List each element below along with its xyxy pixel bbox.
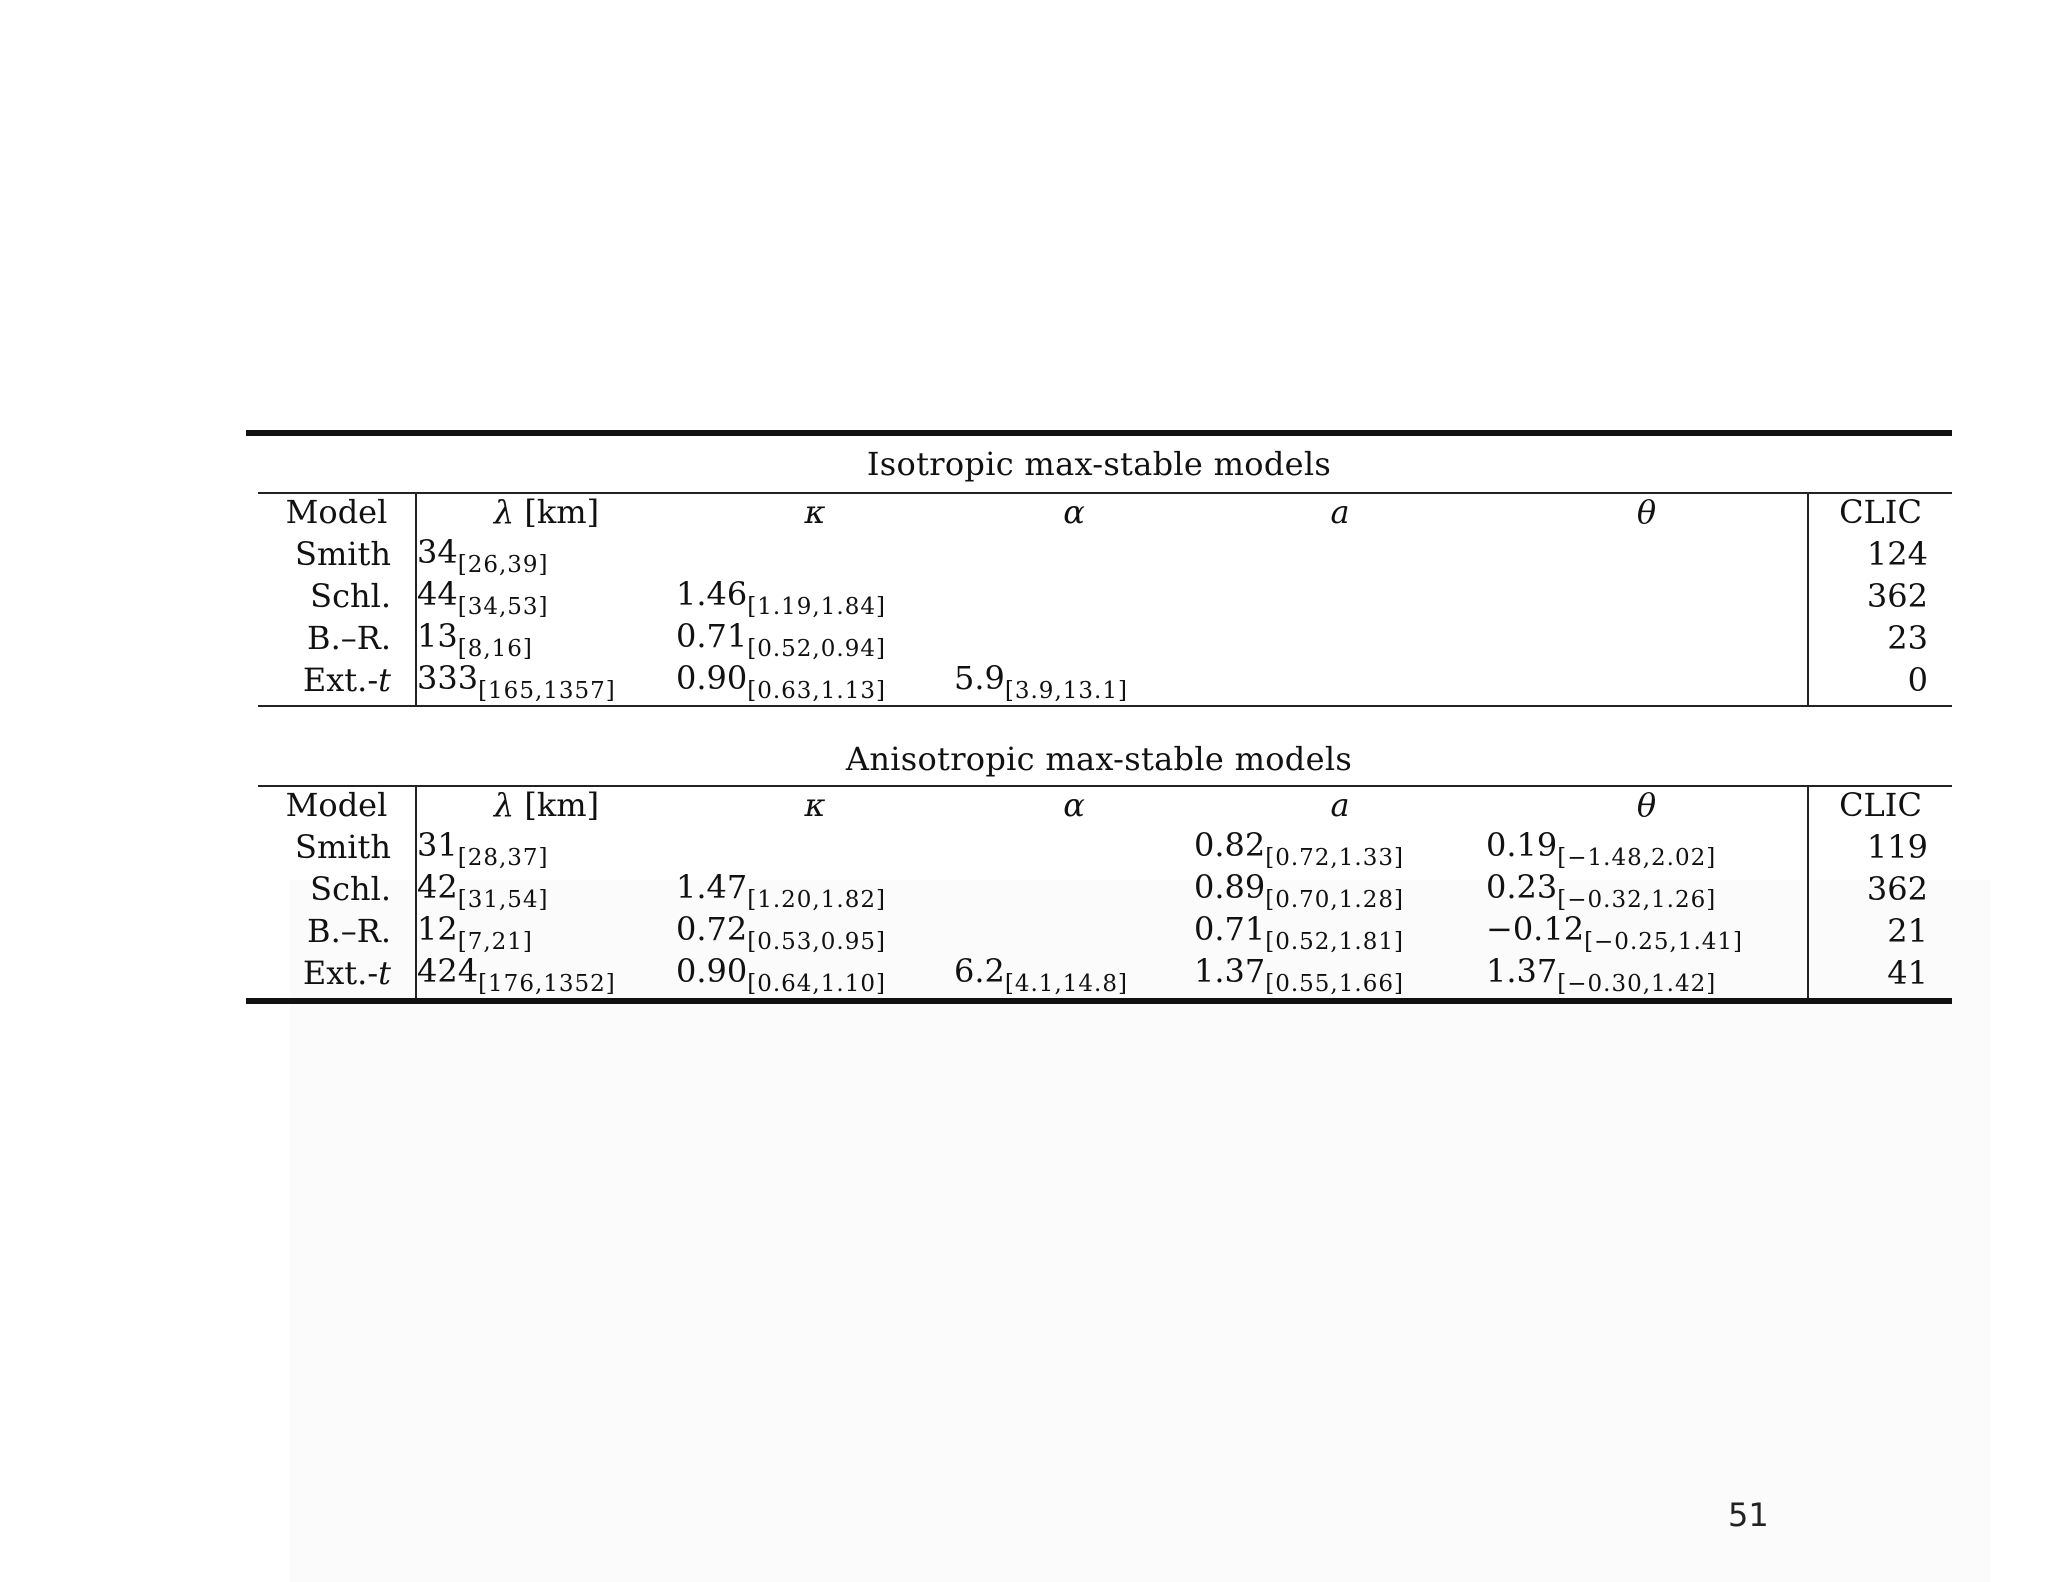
lambda-estimate: 333 <box>417 659 479 697</box>
lambda-estimate: 34 <box>417 533 458 571</box>
model-name-cell <box>258 617 416 659</box>
clic-value-cell: 119 <box>1866 828 1928 866</box>
model-name-italic: t <box>378 661 391 699</box>
table-row <box>258 868 1952 910</box>
model-name: B.–R. <box>307 619 391 657</box>
model-name-cell <box>258 823 416 868</box>
alpha-value-cell <box>954 659 1194 705</box>
kappa-value-cell <box>676 617 954 662</box>
alpha-value-cell <box>954 910 1194 952</box>
kappa-value-cell <box>676 952 954 998</box>
kappa-estimate: 1.47 <box>676 868 748 906</box>
anisotropic-table-title: Anisotropic max-stable models <box>845 740 1353 778</box>
table-row <box>258 659 1952 705</box>
theta-estimate: −0.12 <box>1486 910 1585 948</box>
kappa-estimate: 0.90 <box>676 952 748 990</box>
model-name: B.–R. <box>307 912 391 950</box>
a-value-cell <box>1194 823 1486 871</box>
theta-confidence-interval: [−0.32,1.26] <box>1557 887 1717 913</box>
model-name: Ext.- <box>302 954 379 992</box>
alpha-value-cell <box>954 823 1194 868</box>
a-confidence-interval: [0.70,1.28] <box>1265 887 1404 913</box>
alpha-value-cell <box>954 952 1194 998</box>
theta-estimate: 0.23 <box>1486 868 1558 906</box>
theta-value-cell <box>1486 575 1808 617</box>
model-name: Schl. <box>310 577 391 615</box>
a-estimate: 0.82 <box>1194 826 1266 864</box>
model-name-cell <box>258 910 416 952</box>
table-row <box>258 575 1952 617</box>
model-column-header: Model <box>258 494 416 530</box>
kappa-estimate: 0.90 <box>676 659 748 697</box>
lambda-confidence-interval: [31,54] <box>457 887 549 913</box>
lambda-value-cell <box>416 868 676 913</box>
kappa-value-cell <box>676 659 954 705</box>
clic-value-cell: 21 <box>1887 912 1928 950</box>
lambda-estimate: 42 <box>417 868 458 906</box>
clic-value-cell: 124 <box>1866 535 1928 573</box>
kappa-column-header: κ <box>804 786 826 824</box>
theta-value-cell <box>1486 823 1808 871</box>
theta-value-cell <box>1486 659 1808 705</box>
lambda-confidence-interval: [26,39] <box>457 552 549 578</box>
lambda-estimate: 31 <box>417 826 458 864</box>
theta-estimate: 1.37 <box>1486 952 1558 990</box>
table-row <box>258 910 1952 952</box>
kappa-column-header: κ <box>804 493 826 531</box>
a-value-cell <box>1194 530 1486 575</box>
theta-value-cell <box>1486 868 1808 913</box>
a-confidence-interval: [0.72,1.33] <box>1265 845 1404 871</box>
anisotropic-table-body <box>258 823 1952 998</box>
lambda-value-cell <box>416 823 676 871</box>
anisotropic-table <box>258 787 1952 998</box>
kappa-confidence-interval: [0.63,1.13] <box>747 678 886 704</box>
kappa-confidence-interval: [1.19,1.84] <box>747 594 886 620</box>
lambda-estimate: 13 <box>417 617 458 655</box>
kappa-confidence-interval: [1.20,1.82] <box>747 887 886 913</box>
theta-column-header: θ <box>1486 494 1808 530</box>
table-header-row <box>258 787 1952 823</box>
kappa-estimate: 0.72 <box>676 910 748 948</box>
clic-column-header: CLIC <box>1839 493 1922 531</box>
lambda-estimate: 12 <box>417 910 458 948</box>
alpha-value-cell <box>954 868 1194 910</box>
model-name-cell <box>258 868 416 910</box>
table-row <box>258 823 1952 868</box>
theta-confidence-interval: [−1.48,2.02] <box>1557 845 1717 871</box>
lambda-column-header <box>416 787 676 823</box>
lambda-confidence-interval: [176,1352] <box>478 971 616 997</box>
alpha-estimate: 5.9 <box>954 659 1005 697</box>
alpha-confidence-interval: [4.1,14.8] <box>1004 971 1128 997</box>
model-name: Smith <box>295 828 391 866</box>
lambda-value-cell <box>416 952 676 998</box>
model-column-header: Model <box>258 787 416 823</box>
theta-value-cell <box>1486 952 1808 998</box>
model-name: Smith <box>295 535 391 573</box>
isotropic-bottom-rule <box>258 705 1952 707</box>
a-value-cell <box>1194 575 1486 617</box>
lambda-value-cell <box>416 530 676 578</box>
model-name-italic: t <box>378 954 391 992</box>
a-value-cell <box>1194 659 1486 705</box>
a-confidence-interval: [0.52,1.81] <box>1265 929 1404 955</box>
lambda-estimate: 44 <box>417 575 458 613</box>
theta-value-cell <box>1486 910 1808 955</box>
clic-column-header: CLIC <box>1839 786 1922 824</box>
a-estimate: 1.37 <box>1194 952 1266 990</box>
alpha-value-cell <box>954 575 1194 617</box>
model-name: Ext.- <box>302 661 379 699</box>
lambda-confidence-interval: [165,1357] <box>478 678 616 704</box>
a-value-cell <box>1194 617 1486 659</box>
alpha-value-cell <box>954 617 1194 659</box>
lambda-symbol: λ <box>493 786 515 824</box>
a-estimate: 0.89 <box>1194 868 1266 906</box>
lambda-confidence-interval: [28,37] <box>457 845 549 871</box>
a-confidence-interval: [0.55,1.66] <box>1265 971 1404 997</box>
lambda-symbol: λ <box>493 493 515 531</box>
kappa-estimate: 1.46 <box>676 575 748 613</box>
table-header-row <box>258 494 1952 530</box>
kappa-confidence-interval: [0.64,1.10] <box>747 971 886 997</box>
theta-estimate: 0.19 <box>1486 826 1558 864</box>
clic-value-cell: 23 <box>1887 619 1928 657</box>
kappa-estimate: 0.71 <box>676 617 748 655</box>
alpha-column-header: α <box>1063 786 1085 824</box>
kappa-value-cell <box>676 910 954 955</box>
kappa-value-cell <box>676 868 954 913</box>
alpha-confidence-interval: [3.9,13.1] <box>1004 678 1128 704</box>
theta-column-header: θ <box>1486 787 1808 823</box>
alpha-column-header: α <box>1063 493 1085 531</box>
a-column-header: a <box>1330 786 1350 824</box>
clic-value-cell: 0 <box>1907 661 1928 699</box>
model-name-cell <box>258 952 416 998</box>
isotropic-table-title: Isotropic max-stable models <box>866 445 1332 483</box>
theta-confidence-interval: [−0.25,1.41] <box>1584 929 1744 955</box>
table-row <box>258 617 1952 659</box>
a-column-header: a <box>1330 493 1350 531</box>
lambda-value-cell <box>416 617 676 662</box>
a-value-cell <box>1194 952 1486 998</box>
alpha-estimate: 6.2 <box>954 952 1005 990</box>
results-tables <box>246 430 1952 1004</box>
lambda-value-cell <box>416 659 676 705</box>
page-number: 51 <box>1728 1496 1769 1534</box>
isotropic-table <box>258 494 1952 705</box>
kappa-value-cell <box>676 530 954 575</box>
lambda-unit: [km] <box>524 786 600 824</box>
lambda-column-header <box>416 494 676 530</box>
model-name: Schl. <box>310 870 391 908</box>
a-value-cell <box>1194 910 1486 955</box>
clic-value-cell: 362 <box>1866 870 1928 908</box>
table-row <box>258 530 1952 575</box>
kappa-value-cell <box>676 575 954 620</box>
lambda-confidence-interval: [7,21] <box>457 929 533 955</box>
a-value-cell <box>1194 868 1486 913</box>
clic-value-cell: 362 <box>1866 577 1928 615</box>
model-name-cell <box>258 659 416 705</box>
a-estimate: 0.71 <box>1194 910 1266 948</box>
lambda-unit: [km] <box>524 493 600 531</box>
isotropic-table-body <box>258 530 1952 705</box>
theta-value-cell <box>1486 617 1808 659</box>
alpha-value-cell <box>954 530 1194 575</box>
kappa-value-cell <box>676 823 954 868</box>
theta-value-cell <box>1486 530 1808 575</box>
kappa-confidence-interval: [0.52,0.94] <box>747 636 886 662</box>
model-name-cell <box>258 530 416 575</box>
lambda-estimate: 424 <box>417 952 479 990</box>
clic-value-cell: 41 <box>1887 954 1928 992</box>
lambda-confidence-interval: [8,16] <box>457 636 533 662</box>
table-row <box>258 952 1952 998</box>
bottom-rule <box>246 998 1952 1004</box>
lambda-value-cell <box>416 910 676 955</box>
theta-confidence-interval: [−0.30,1.42] <box>1557 971 1717 997</box>
kappa-confidence-interval: [0.53,0.95] <box>747 929 886 955</box>
lambda-value-cell <box>416 575 676 620</box>
lambda-confidence-interval: [34,53] <box>457 594 549 620</box>
model-name-cell <box>258 575 416 617</box>
